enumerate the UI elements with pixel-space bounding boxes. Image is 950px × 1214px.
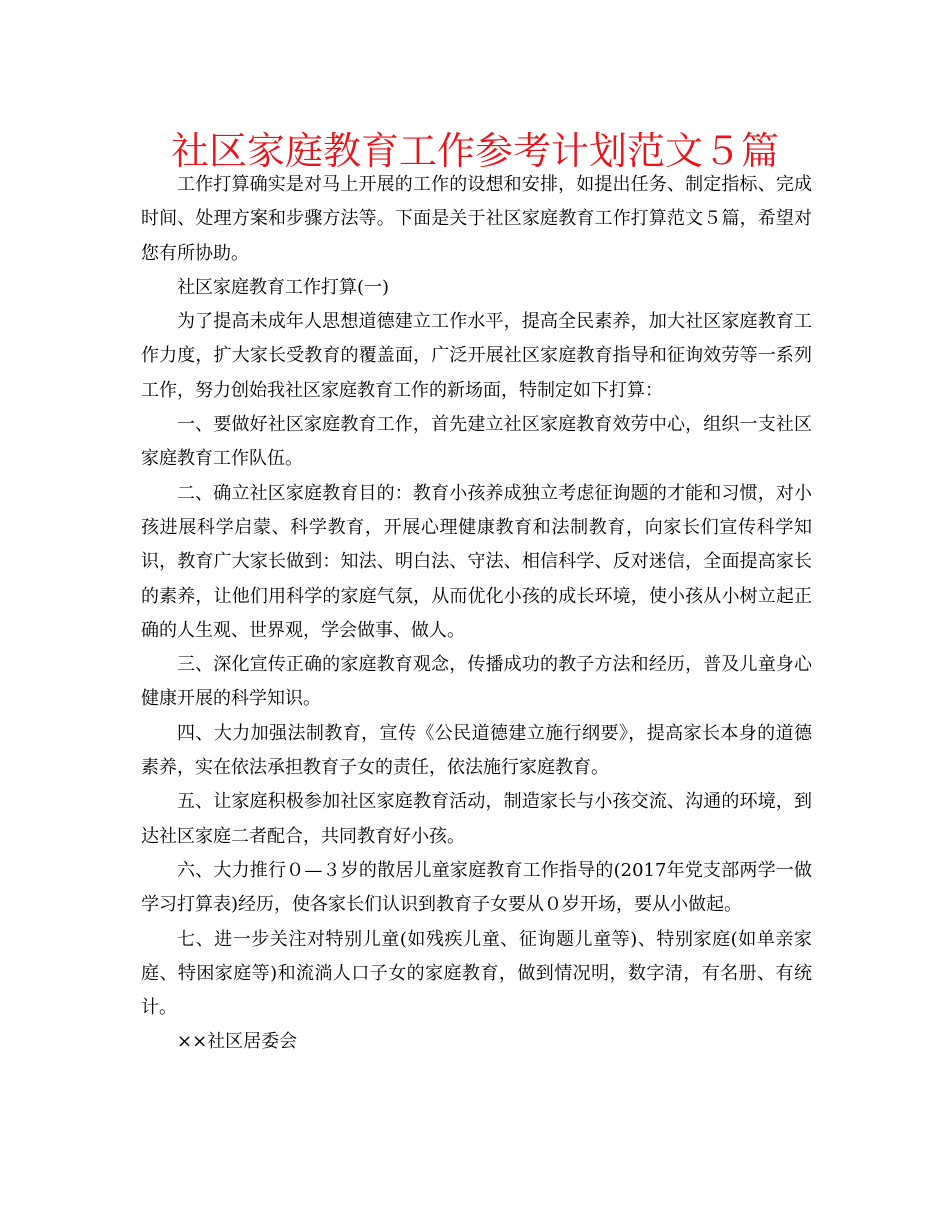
- paragraph-item-1: 一、要做好社区家庭教育工作，首先建立社区家庭教育效劳中心，组织一支社区家庭教育工作队伍。: [141, 414, 812, 470]
- paragraph-item-2: 二、确立社区家庭教育目的：教育小孩养成独立考虑征询题的才能和习惯，对小孩进展科学启蒙、科学教育，开展心理健康教育和法制教育，向家长们宣传科学知识，教育广大家长做到：知法、明白法、守法、相信科学、反对迷信，全面提高家长的素养，让他们用科学的家庭气氛，从而优化小孩的成长环境，使小孩从小树立起正确的人生观、世界观，学会做事、做人。: [141, 482, 812, 641]
- paragraph-item-7: 七、进一步关注对特别儿童(如残疾儿童、征询题儿童等)、特别家庭(如单亲家庭、特困家庭等)和流淌人口子女的家庭教育，做到情况明，数字清，有名册、有统计。: [141, 928, 812, 1019]
- paragraph-item-6: 六、大力推行０—３岁的散居儿童家庭教育工作指导的(2017年党支部两学一做学习打算表)经历，使各家长们认识到教育子女要从０岁开场，要从小做起。: [141, 859, 812, 916]
- paragraph-intro: 工作打算确实是对马上开展的工作的设想和安排，如提出任务、制定指标、完成时间、处理方案和步骤方法等。下面是关于社区家庭教育工作打算范文５篇，希望对您有所协助。: [141, 174, 812, 264]
- document-title: 社区家庭教育工作参考计划范文５篇: [170, 129, 779, 173]
- paragraph-purpose: 为了提高未成年人思想道德建立工作水平，提高全民素养，加大社区家庭教育工作力度，扩大家长受教育的覆盖面，广泛开展社区家庭教育指导和征询效劳等一系列工作，努力创始我社区家庭教育工作的新场面，特制定如下打算：: [141, 311, 812, 401]
- paragraph-item-3: 三、深化宣传正确的家庭教育观念，传播成功的教子方法和经历，普及儿童身心健康开展的科学知识。: [141, 654, 812, 710]
- paragraph-item-5: 五、让家庭积极参加社区家庭教育活动，制造家长与小孩交流、沟通的环境，到达社区家庭二者配合，共同教育好小孩。: [141, 791, 812, 847]
- section-heading: 社区家庭教育工作打算(一): [177, 276, 390, 298]
- paragraph-item-4: 四、大力加强法制教育，宣传《公民道德建立施行纲要》，提高家长本身的道德素养，实在依法承担教育子女的责任，依法施行家庭教育。: [141, 722, 812, 779]
- signature-line: ××社区居委会: [177, 1031, 298, 1053]
- document-body: [141, 168, 812, 1060]
